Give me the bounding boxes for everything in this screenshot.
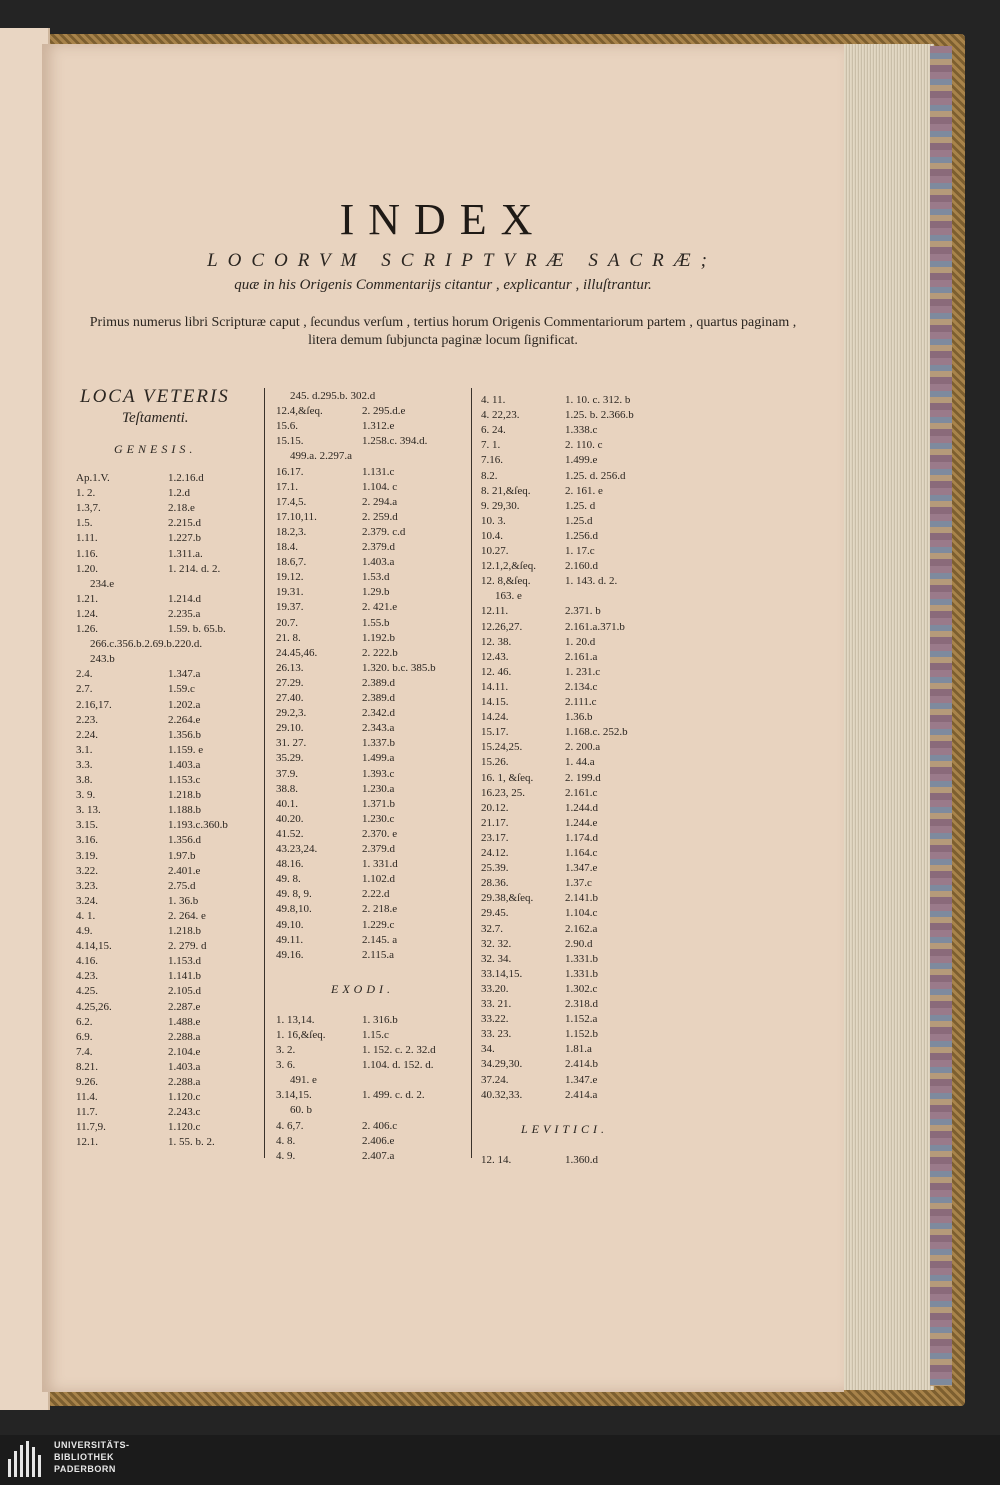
entry-location: 2. 279. d — [168, 940, 207, 953]
entry-reference: 29.38,&ſeq. — [481, 892, 534, 905]
library-name-3: PADERBORN — [54, 1464, 116, 1474]
entry-location: 1.214.d — [168, 592, 201, 605]
entry-location: 1. 20.d — [565, 635, 596, 648]
entry-reference: 49.8,10. — [276, 903, 312, 916]
entry-location: 1.174.d — [565, 831, 598, 844]
index-column-1 — [76, 44, 261, 1392]
entry-location: 2. 200.a — [565, 741, 601, 754]
entry-location: 2.407.a — [362, 1149, 395, 1162]
entry-location: 1.141.b — [168, 970, 201, 983]
entry-location: 2.22.d — [362, 888, 390, 901]
entry-continuation: 491. e — [290, 1074, 317, 1087]
entry-location: 2.75.d — [168, 879, 196, 892]
entry-location: 1.104. d. 152. d. — [362, 1059, 434, 1072]
entry-location: 2.162.a — [565, 922, 598, 935]
entry-reference: 2.4. — [76, 668, 93, 681]
entry-reference: 1.3,7. — [76, 502, 101, 515]
entry-reference: 4. 6,7. — [276, 1119, 304, 1132]
entry-reference: 33.14,15. — [481, 967, 523, 980]
entry-location: 1. 17.c — [565, 545, 595, 557]
entry-reference: 3. 6. — [276, 1059, 296, 1072]
entry-reference: 48.16. — [276, 858, 304, 871]
entry-location: 2.161.a — [565, 650, 598, 663]
entry-location: 1.153.d — [168, 955, 201, 968]
entry-location: 2.318.d — [565, 998, 598, 1010]
entry-continuation: 266.c.356.b.2.69.b.220.d. — [90, 638, 203, 651]
entry-location: 2.288.a — [168, 1030, 201, 1043]
entry-location: 1.192.b — [362, 631, 395, 644]
entry-reference: 1. 16,&ſeq. — [276, 1028, 326, 1041]
entry-reference: 40.20. — [276, 812, 304, 825]
entry-location: 1.25. d. 256.d — [565, 469, 626, 482]
entry-reference: 32. 34. — [481, 952, 512, 965]
entry-location: 1.218.b — [168, 925, 201, 937]
entry-reference: 19.31. — [276, 586, 304, 599]
entry-location: 2.414.a — [565, 1088, 598, 1101]
entry-reference: 3. 2. — [276, 1044, 296, 1056]
entry-reference: 3.22. — [76, 864, 98, 877]
entry-location: 1. 143. d. 2. — [565, 575, 618, 588]
entry-reference: 12.43. — [481, 650, 509, 663]
entry-reference: 1.5. — [76, 517, 93, 530]
entry-reference: 12.26,27. — [481, 620, 523, 633]
entry-reference: 16.23, 25. — [481, 786, 525, 799]
entry-location: 1.104.c — [565, 907, 598, 920]
entry-reference: 7. 1. — [481, 439, 501, 452]
entry-location: 2.343.a — [362, 722, 395, 735]
book-section-heading: LEVITICI. — [521, 1121, 608, 1136]
entry-reference: 27.40. — [276, 692, 304, 704]
entry-reference: 29.10. — [276, 722, 304, 735]
entry-reference: 17.1. — [276, 480, 298, 493]
entry-location: 1.159. e — [168, 743, 204, 756]
entry-location: 2. 259.d — [362, 510, 398, 523]
entry-location: 2. 421.e — [362, 601, 398, 614]
entry-location: 1.347.e — [565, 862, 598, 875]
entry-reference: 7.16. — [481, 454, 503, 467]
entry-location: 1.356.b — [168, 728, 201, 741]
entry-location: 2.342.d — [362, 707, 395, 720]
entry-reference: 21.17. — [481, 816, 509, 829]
entry-location: 2. 406.c — [362, 1119, 398, 1132]
entry-location: 2.104.e — [168, 1045, 201, 1058]
entry-reference: 17.4,5. — [276, 495, 307, 508]
entry-location: 1.59.c — [168, 683, 195, 696]
entry-location: 1. 36.b — [168, 894, 199, 907]
entry-location: 2.288.a — [168, 1076, 201, 1088]
entry-reference: 15.24,25. — [481, 741, 523, 754]
entry-location: 1.230.a — [362, 782, 395, 795]
entry-location: 2.371. b — [565, 605, 601, 618]
entry-reference: 12.4,&ſeq. — [276, 405, 323, 418]
entry-location: 2.160.d — [565, 560, 598, 573]
entry-location: 1. 499. c. d. 2. — [362, 1089, 425, 1102]
entry-reference: 20.12. — [481, 801, 509, 814]
entry-location: 1.227.b — [168, 532, 201, 545]
entry-reference: 16.17. — [276, 465, 304, 478]
entry-location: 1. 55. b. 2. — [168, 1136, 215, 1149]
entry-location: 1. 10. c. 312. b — [565, 394, 631, 406]
entry-reference: 15.17. — [481, 726, 509, 739]
entry-reference: 4.25. — [76, 985, 98, 998]
entry-location: 2.401.e — [168, 864, 201, 877]
entry-location: 2.115.a — [362, 948, 394, 961]
entry-location: 2.134.c — [565, 680, 598, 693]
entry-reference: 29.45. — [481, 907, 509, 920]
entry-reference: 33. 21. — [481, 998, 512, 1010]
entry-location: 1.120.c — [168, 1091, 201, 1104]
entry-reference: 49.10. — [276, 918, 304, 931]
entry-reference: 1.11. — [76, 532, 98, 545]
entry-location: 1.499.e — [565, 454, 598, 467]
entry-location: 2.141.b — [565, 892, 598, 905]
entry-location: 1. 152. c. 2. 32.d — [362, 1044, 436, 1056]
column-divider — [471, 388, 472, 1158]
entry-reference: 6. 24. — [481, 424, 506, 437]
entry-reference: 1. 13,14. — [276, 1013, 315, 1026]
entry-location: 1.256.d — [565, 529, 598, 542]
entry-reference: 14.11. — [481, 680, 509, 693]
section-heading: LOCA VETERIS — [80, 386, 230, 407]
entry-reference: 4.14,15. — [76, 940, 112, 953]
entry-reference: 33. 23. — [481, 1028, 512, 1041]
entry-reference: 33.20. — [481, 982, 509, 995]
entry-location: 1.311.a. — [168, 547, 203, 560]
entry-continuation: 163. e — [495, 590, 522, 603]
entry-reference: 4. 9. — [276, 1149, 296, 1162]
entry-location: 1.312.e — [362, 420, 395, 433]
entry-reference: 4.16. — [76, 955, 98, 968]
entry-reference: 3.19. — [76, 849, 98, 862]
entry-location: 2.243.c — [168, 1106, 201, 1119]
entry-reference: 1.21. — [76, 592, 98, 605]
entry-reference: 3.15. — [76, 819, 98, 832]
entry-reference: 4.9. — [76, 925, 93, 937]
entry-reference: 3.3. — [76, 758, 93, 771]
entry-reference: 37.9. — [276, 767, 298, 780]
entry-reference: 19.37. — [276, 601, 304, 614]
entry-location: 1.331.b — [565, 967, 598, 980]
entry-location: 1.230.c — [362, 812, 395, 825]
entry-reference: 18.2,3. — [276, 525, 307, 538]
entry-location: 1.403.a — [168, 1060, 201, 1073]
entry-reference: 12.1,2,&ſeq. — [481, 560, 536, 573]
entry-reference: 2.16,17. — [76, 698, 112, 711]
entry-location: 2. 218.e — [362, 903, 398, 916]
entry-reference: 15.6. — [276, 420, 298, 433]
index-column-2 — [276, 44, 468, 1392]
entry-reference: 9.26. — [76, 1076, 98, 1088]
entry-location: 2. 110. c — [565, 439, 603, 452]
entry-reference: 37.24. — [481, 1073, 509, 1086]
entry-location: 2.379.d — [362, 541, 395, 553]
entry-location: 1.403.a — [362, 556, 395, 569]
entry-location: 2.111.c — [565, 696, 597, 708]
entry-reference: 14.15. — [481, 696, 509, 708]
entry-reference: 2.23. — [76, 713, 98, 726]
entry-location: 1.153.c — [168, 774, 201, 786]
entry-reference: 31. 27. — [276, 737, 307, 750]
entry-location: 2. 295.d.e — [362, 405, 406, 418]
entry-reference: 3.23. — [76, 879, 98, 892]
entry-reference: 11.7. — [76, 1106, 98, 1119]
page-subtitle-2: quæ in his Origenis Commentarijs citantur , explicantur , illuſtrantur. — [234, 277, 652, 293]
entry-location: 1.104. c — [362, 480, 398, 493]
entry-reference: 12. 14. — [481, 1153, 512, 1166]
entry-reference: 4. 11. — [481, 394, 506, 406]
section-heading-2: Teſtamenti. — [122, 410, 189, 426]
entry-location: 1.360.d — [565, 1153, 598, 1166]
index-page — [42, 44, 844, 1392]
entry-location: 1.2.d — [168, 487, 190, 500]
entry-reference: 4.23. — [76, 970, 98, 983]
page-edges — [842, 44, 934, 1390]
entry-location: 1.356.d — [168, 834, 201, 847]
entry-location: 2.215.d — [168, 517, 201, 530]
book-section-heading: GENESIS. — [114, 442, 197, 456]
entry-location: 1.320. b.c. 385.b — [362, 661, 436, 674]
entry-reference: 24.12. — [481, 847, 509, 859]
entry-location: 1.15.c — [362, 1028, 389, 1041]
entry-reference: 49. 8, 9. — [276, 888, 312, 901]
entry-reference: 43.23,24. — [276, 843, 318, 855]
entry-location: 1.53.d — [362, 571, 390, 584]
entry-location: 1. 214. d. 2. — [168, 562, 221, 575]
entry-reference: 3.24. — [76, 894, 98, 907]
book-section-heading: EXODI. — [331, 981, 394, 996]
marbled-edge — [930, 46, 952, 1386]
entry-continuation: 245. d.295.b. 302.d — [290, 390, 376, 402]
entry-location: 2.18.e — [168, 502, 195, 515]
entry-location: 1.37.c — [565, 877, 592, 890]
entry-reference: 6.2. — [76, 1015, 93, 1028]
entry-location: 2.235.a — [168, 607, 201, 620]
library-logo — [0, 1435, 1000, 1485]
entry-reference: 2.7. — [76, 683, 93, 696]
entry-location: 1.202.a — [168, 698, 201, 711]
entry-location: 2. 161. e — [565, 484, 603, 497]
entry-reference: 8.21. — [76, 1060, 98, 1073]
entry-reference: 29.2,3. — [276, 707, 307, 720]
entry-reference: 41.52. — [276, 827, 304, 840]
entry-location: 1.81.a — [565, 1043, 592, 1056]
entry-location: 2.389.d — [362, 692, 395, 704]
entry-reference: 1. 2. — [76, 487, 96, 500]
entry-reference: 33.22. — [481, 1013, 509, 1026]
entry-location: 1.331.b — [565, 952, 598, 965]
entry-reference: 4. 1. — [76, 909, 96, 922]
entry-reference: 9. 29,30. — [481, 499, 520, 512]
entry-continuation: 60. b — [290, 1104, 312, 1117]
entry-location: 1.36.b — [565, 711, 593, 724]
entry-reference: Ap.1.V. — [76, 472, 110, 484]
entry-location: 2.370. e — [362, 827, 398, 840]
entry-location: 1.120.c — [168, 1121, 201, 1134]
entry-reference: 49.11. — [276, 933, 304, 946]
library-name-1: UNIVERSITÄTS- — [54, 1440, 130, 1450]
entry-location: 2.414.b — [565, 1058, 598, 1071]
entry-reference: 27.29. — [276, 676, 304, 689]
entry-reference: 4.25,26. — [76, 1000, 112, 1013]
entry-reference: 3. 13. — [76, 804, 101, 817]
entry-reference: 12. 8,&ſeq. — [481, 575, 531, 588]
entry-location: 1.25. d — [565, 499, 596, 512]
entry-location: 2.105.d — [168, 985, 201, 998]
entry-location: 1. 331.d — [362, 858, 398, 871]
entry-reference: 12.11. — [481, 605, 509, 618]
entry-location: 1.188.b — [168, 804, 201, 817]
entry-reference: 10.27. — [481, 545, 509, 557]
entry-reference: 12.1. — [76, 1136, 98, 1149]
entry-reference: 1.24. — [76, 607, 98, 620]
entry-location: 1.244.e — [565, 816, 598, 829]
entry-reference: 32. 32. — [481, 937, 512, 950]
index-column-3 — [481, 44, 681, 1392]
entry-reference: 11.4. — [76, 1091, 98, 1104]
entry-reference: 40.1. — [276, 797, 298, 810]
entry-reference: 26.13. — [276, 661, 304, 674]
entry-reference: 18.6,7. — [276, 556, 307, 569]
entry-location: 1.55.b — [362, 616, 390, 629]
entry-location: 1.168.c. 252.b — [565, 726, 628, 739]
column-divider — [264, 388, 265, 1158]
entry-reference: 16. 1, &ſeq. — [481, 771, 534, 784]
entry-location: 2. 264. e — [168, 909, 206, 922]
entry-reference: 1.20. — [76, 562, 98, 575]
entry-location: 2.161.c — [565, 786, 598, 799]
entry-reference: 12. 46. — [481, 665, 512, 678]
entry-location: 1.25.d — [565, 514, 593, 527]
entry-reference: 1.26. — [76, 623, 98, 635]
entry-location: 1.499.a — [362, 752, 395, 765]
entry-location: 1.2.16.d — [168, 472, 204, 484]
entry-location: 1.403.a — [168, 758, 201, 771]
entry-reference: 28.36. — [481, 877, 509, 890]
entry-reference: 8. 21,&ſeq. — [481, 484, 531, 497]
library-mark-icon — [8, 1441, 46, 1477]
entry-reference: 34.29,30. — [481, 1058, 523, 1071]
entry-location: 2. 199.d — [565, 771, 601, 784]
entry-reference: 21. 8. — [276, 631, 301, 644]
entry-reference: 20.7. — [276, 616, 298, 629]
entry-location: 2.389.d — [362, 676, 395, 689]
entry-reference: 24.45,46. — [276, 646, 318, 659]
entry-location: 2.264.e — [168, 713, 201, 726]
entry-location: 1.131.c — [362, 465, 395, 478]
entry-reference: 12. 38. — [481, 635, 512, 648]
entry-reference: 10.4. — [481, 529, 503, 542]
entry-location: 1.25. b. 2.366.b — [565, 409, 634, 422]
entry-reference: 15.26. — [481, 756, 509, 769]
entry-reference: 3.1. — [76, 743, 93, 756]
entry-reference: 3.8. — [76, 774, 93, 786]
entry-location: 1.59. b. 65.b. — [168, 623, 226, 635]
entry-reference: 10. 3. — [481, 514, 506, 527]
entry-reference: 4. 22,23. — [481, 409, 520, 422]
entry-location: 2.406.e — [362, 1134, 395, 1147]
entry-location: 1.102.d — [362, 873, 395, 886]
entry-reference: 14.24. — [481, 711, 509, 724]
entry-reference: 18.4. — [276, 541, 298, 553]
page-subtitle: LOCORVM SCRIPTVRÆ SACRÆ; — [207, 250, 717, 271]
entry-location: 1.338.c — [565, 424, 598, 437]
entry-continuation: 234.e — [90, 577, 115, 590]
entry-reference: 19.12. — [276, 571, 304, 584]
entry-location: 2.287.e — [168, 1000, 201, 1013]
entry-location: 2. 222.b — [362, 646, 398, 659]
entry-continuation: 499.a. 2.297.a — [290, 450, 353, 463]
entry-location: 1. 316.b — [362, 1013, 398, 1026]
entry-reference: 32.7. — [481, 922, 503, 935]
entry-location: 2.379.d — [362, 843, 395, 855]
entry-reference: 8.2. — [481, 469, 498, 482]
entry-location: 1.97.b — [168, 849, 196, 862]
entry-reference: 23.17. — [481, 831, 509, 844]
entry-reference: 38.8. — [276, 782, 298, 795]
intro-text: Primus numerus libri Scripturæ caput , ſecundus verſum , tertius horum Origenis Commentariorum partem , quartus paginam , litera demum ſubjuncta paginæ locum ſignificat. — [89, 315, 797, 348]
entry-location: 1.229.c — [362, 918, 395, 931]
entry-location: 1.371.b — [362, 797, 395, 810]
entry-reference: 3.14,15. — [276, 1089, 312, 1102]
entry-reference: 25.39. — [481, 862, 509, 875]
entry-reference: 3.16. — [76, 834, 98, 847]
entry-reference: 2.24. — [76, 728, 98, 741]
entry-reference: 49.16. — [276, 948, 304, 961]
entry-location: 1.152.a — [565, 1013, 598, 1026]
entry-reference: 49. 8. — [276, 873, 301, 886]
entry-reference: 1.16. — [76, 547, 98, 560]
library-name-2: BIBLIOTHEK — [54, 1452, 114, 1462]
entry-reference: 40.32,33. — [481, 1088, 523, 1101]
entry-reference: 6.9. — [76, 1030, 93, 1043]
entry-location: 2.161.a.371.b — [565, 620, 625, 633]
entry-location: 1.193.c.360.b — [168, 819, 228, 832]
entry-reference: 3. 9. — [76, 789, 96, 802]
entry-location: 2.90.d — [565, 937, 593, 950]
entry-location: 1.337.b — [362, 737, 395, 750]
entry-location: 1.258.c. 394.d. — [362, 435, 428, 448]
entry-location: 1.218.b — [168, 789, 201, 802]
entry-location: 1.152.b — [565, 1028, 598, 1041]
entry-location: 1.244.d — [565, 801, 598, 814]
entry-location: 2.379. c.d — [362, 525, 406, 538]
entry-location: 1.347.a — [168, 668, 201, 681]
entry-location: 1.393.c — [362, 767, 395, 780]
entry-location: 1.302.c — [565, 982, 598, 995]
entry-reference: 15.15. — [276, 435, 304, 448]
entry-location: 2.145. a — [362, 933, 398, 946]
entry-location: 1.347.e — [565, 1073, 598, 1086]
entry-location: 1.488.e — [168, 1015, 201, 1028]
entry-reference: 11.7,9. — [76, 1121, 106, 1134]
entry-reference: 17.10,11. — [276, 510, 317, 523]
entry-continuation: 243.b — [90, 653, 115, 666]
entry-reference: 7.4. — [76, 1045, 93, 1058]
entry-location: 2. 294.a — [362, 495, 398, 508]
entry-location: 1. 44.a — [565, 756, 595, 769]
entry-location: 1.164.c — [565, 847, 598, 859]
entry-location: 1.29.b — [362, 586, 390, 599]
page-title: INDEX — [339, 195, 547, 244]
entry-location: 1. 231.c — [565, 665, 601, 678]
entry-reference: 34. — [481, 1043, 495, 1056]
entry-reference: 4. 8. — [276, 1134, 296, 1147]
entry-reference: 35.29. — [276, 752, 304, 765]
